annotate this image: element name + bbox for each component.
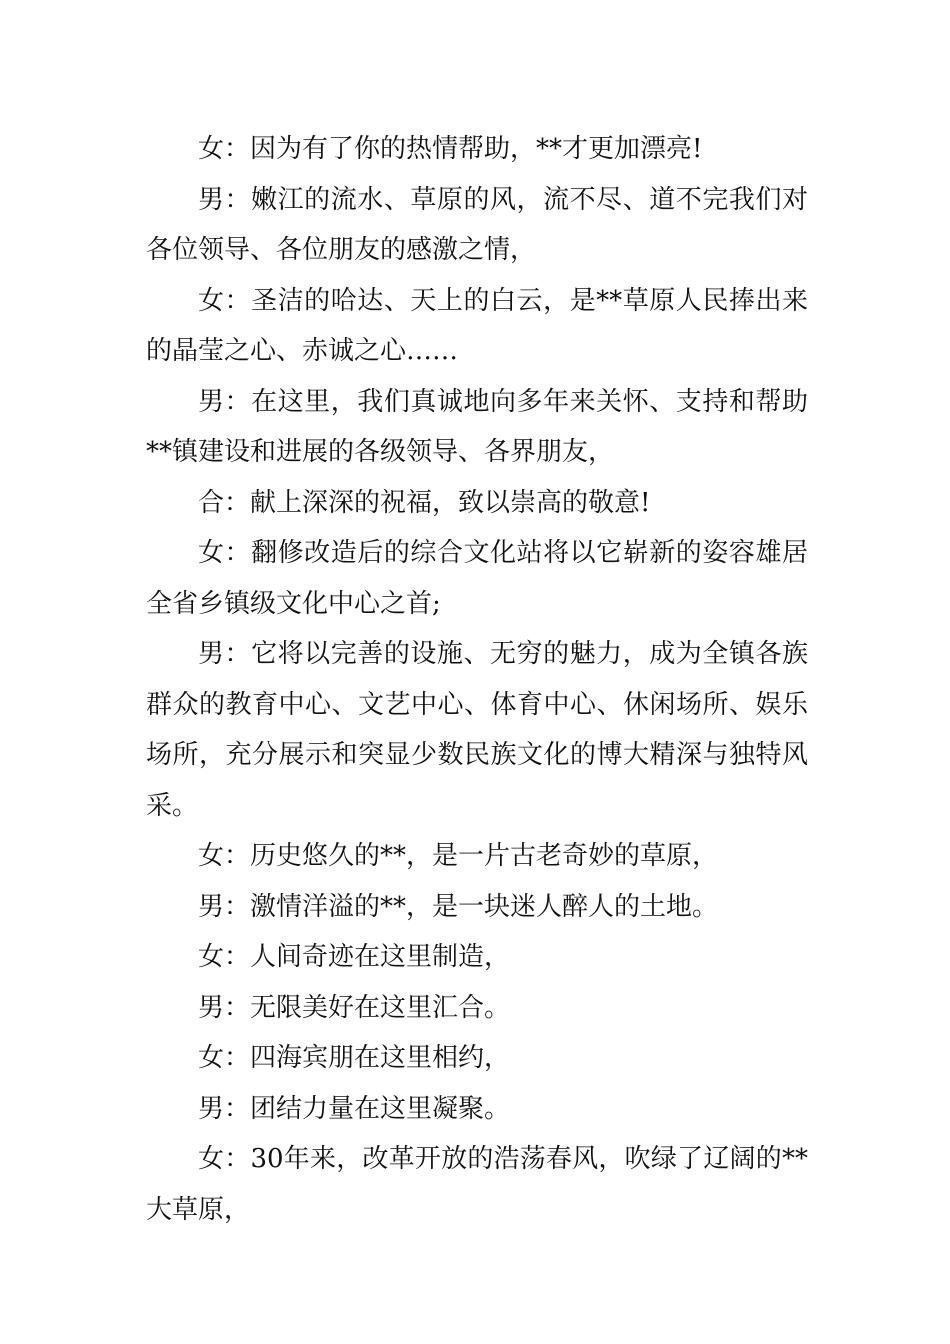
paragraph-4: 男：在这里，我们真诚地向多年来关怀、支持和帮助**镇建设和进展的各级领导、各界朋友， xyxy=(146,386,808,467)
paragraph-12: 女：四海宾朋在这里相约， xyxy=(198,1043,511,1073)
paragraph-3: 女：圣洁的哈达、天上的白云，是**草原人民捧出来的晶莹之心、赤诚之心…… xyxy=(146,285,808,366)
paragraph-9: 男：激情洋溢的**，是一块迷人醉人的土地。 xyxy=(198,891,719,922)
paragraph-6: 女：翻修改造后的综合文化站将以它崭新的姿容雄居全省乡镇级文化中心之首; xyxy=(146,538,808,619)
paragraph-11: 男：无限美好在这里汇合。 xyxy=(198,992,511,1023)
paragraph-8: 女：历史悠久的**，是一片古老奇妙的草原， xyxy=(198,841,719,871)
document-body xyxy=(146,124,808,1235)
paragraph-14: 女：30年来，改革开放的浩荡春风，吹绿了辽阔的**大草原， xyxy=(146,1144,808,1225)
paragraph-2: 男：嫩江的流水、草原的风，流不尽、道不完我们对各位领导、各位朋友的感激之情， xyxy=(146,184,808,265)
paragraph-13: 男：团结力量在这里凝聚。 xyxy=(198,1093,511,1124)
paragraph-10: 女：人间奇迹在这里制造， xyxy=(198,942,511,972)
paragraph-7: 男：它将以完善的设施、无穷的魅力，成为全镇各族群众的教育中心、文艺中心、体育中心、休闲场所、娱乐场所，充分展示和突显少数民族文化的博大精深与独特风采。 xyxy=(146,639,808,821)
paragraph-1: 女：因为有了你的热情帮助，**才更加漂亮! xyxy=(198,134,703,164)
paragraph-5: 合：献上深深的祝福，致以崇高的敬意! xyxy=(198,487,651,518)
